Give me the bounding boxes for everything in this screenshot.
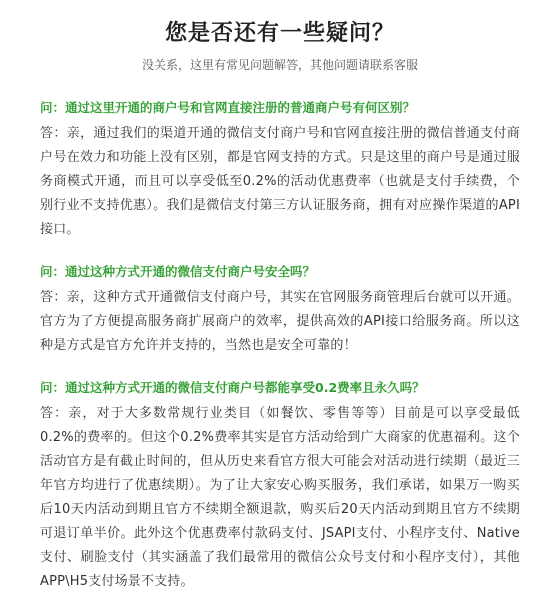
page-title: 您是否还有一些疑问？ <box>164 21 395 46</box>
faq-question: 问：通过这里开通的商户号和官网直接注册的普通商户号有何区别？ <box>40 100 416 115</box>
faq-item <box>40 378 520 594</box>
faq-answer: 答：亲，这种方式开通微信支付商户号，其实在官网服务商管理后台就可以开通。官方为了方便提高服务商扩展商户的效率，提供高效的API接口给服务商。所以这种是方式是官方允许并支持的，当然也是安全可靠的！ <box>40 290 520 353</box>
faq-item <box>40 262 520 358</box>
faq-answer: 答：亲，通过我们的渠道开通的微信支付商户号和官网直接注册的微信普通支付商户号在效力和功能上没有区别，都是官网支持的方式。只是这里的商户号是通过服务商模式开通，而且可以享受低至0.2%的活动优惠费率（也就是支付手续费，个别行业不支持优惠）。我们是微信支付第三方认证服务商，拥有对应操作渠道的API接口。 <box>40 126 520 237</box>
faq-answer: 答：亲，对于大多数常规行业类目（如餐饮、零售等等）目前是可以享受最低0.2%的费率的。但这个0.2%费率其实是官方活动给到广大商家的优惠福利。这个活动官方是有截止时间的，但从历史来看官方很大可能会对活动进行续期（最近三年官方均进行了优惠续期）。为了让大家安心购买服务，我们承诺，如果万一购买后10天内活动到期且官方不续期全额退款，购买后20天内活动到期且官方不续期可退订单半价。此外这个优惠费率付款码支付、JSAPI支付、小程序支付、Native支付、刷脸支付（其实涵盖了我们最常用的微信公众号支付和小程序支付），其他APP\H5支付场景不支持。 <box>40 406 520 589</box>
faq-item <box>40 98 520 242</box>
faq-question: 问：通过这种方式开通的微信支付商户号都能享受0.2费率且永久吗？ <box>40 380 425 395</box>
page-subtitle: 没关系，这里有常见问题解答，其他问题请联系客服 <box>141 58 418 72</box>
faq-question: 问：通过这种方式开通的微信支付商户号安全吗？ <box>40 264 316 279</box>
